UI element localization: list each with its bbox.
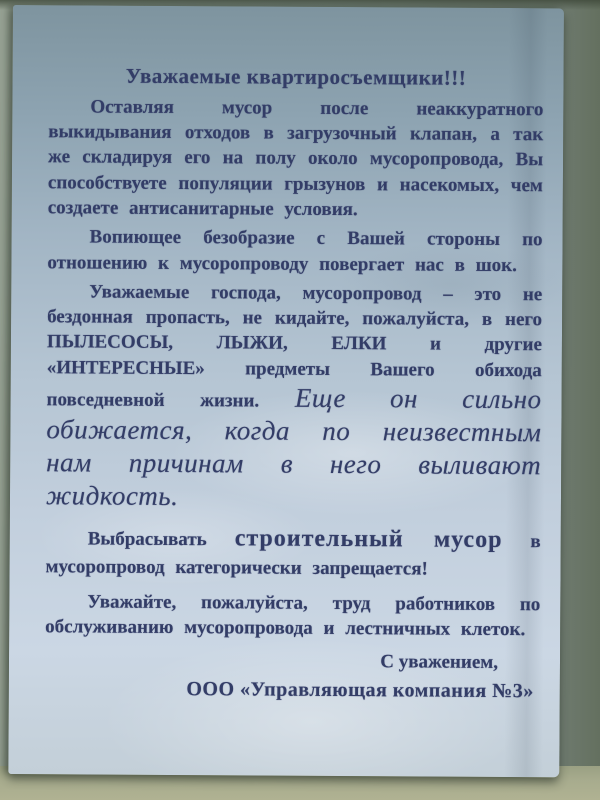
paragraph-chute-normal-text: Уважаемые господа, мусоропровод – это не бездонная пропасть, не кидайте, пожалуйста, в него ПЫЛЕСОСЫ, ЛЫЖИ, ЕЛКИ и другие «ИНТЕРЕСНЫЕ» предметы Вашего обихода повседневной жизни. [46, 281, 543, 412]
notice-title: Уважаемые квартиросъемщики!!! [125, 63, 467, 90]
paragraph-chute-italic-text: Еще он сильно обижается, когда по неизвестным нам причинам в него выливают жидкость. [45, 382, 542, 511]
signature-regards: С уважением, [380, 651, 499, 674]
notice-paper [8, 5, 564, 777]
paragraph-respect-workers: Уважайте, пожалуйста, труд работников по обслуживанию мусоропровода и лестничных клеток. [45, 591, 541, 641]
construction-waste-emphasis: строительный мусор [234, 524, 503, 553]
signature-company-name: ООО «Управляющая компания №3» [186, 677, 534, 702]
signature-block [45, 648, 540, 705]
paragraph-construction-waste [45, 522, 540, 582]
paragraph-chute-not-abyss [46, 279, 542, 515]
construction-waste-suffix: в мусоропровод категорически запрещается! [45, 530, 541, 580]
construction-waste-prefix: Выбрасывать [87, 528, 235, 550]
notice-content [9, 5, 564, 705]
paragraph-littering: Оставляя мусор после неаккуратного выкидывания отходов в загрузочный клапан, а так же складируя его на полу около мусоропровода, Вы способствуете популяции грызунов и насекомых, чем создаете антисанитарные условия. [47, 96, 544, 221]
paragraph-outrage: Вопиющее безобразие с Вашей стороны по отношению к мусоропроводу повергает нас в шок. [47, 226, 543, 276]
